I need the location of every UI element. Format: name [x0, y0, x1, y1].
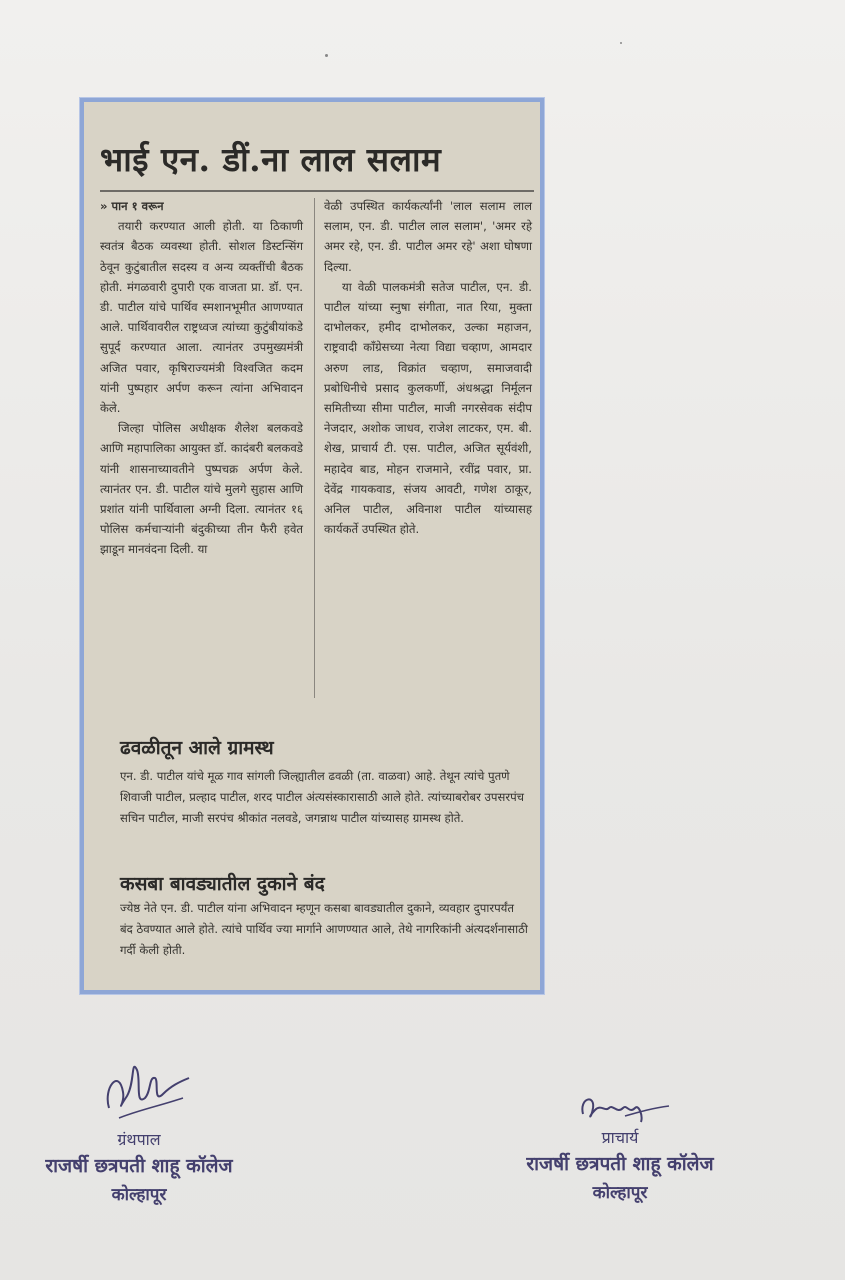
stamp-city: कोल्हापूर: [592, 1183, 648, 1203]
section-heading: ढवळीतून आले ग्रामस्थ: [120, 737, 274, 759]
article-column-2: [324, 196, 532, 539]
continued-note: » पान १ वरून: [100, 199, 164, 213]
principal-stamp: [490, 1090, 750, 1203]
stamp-city: कोल्हापूर: [111, 1185, 167, 1205]
clipping-content: [96, 110, 532, 982]
dust-speck: [620, 42, 622, 44]
stamp-college: राजर्षी छत्रपती शाहू कॉलेज: [526, 1153, 714, 1175]
stamp-role: ग्रंथपाल: [117, 1130, 161, 1149]
article-paragraph: वेळी उपस्थित कार्यकर्त्यांनी 'लाल सलाम लाल सलाम, एन. डी. पाटील लाल सलाम', 'अमर रहे अमर रहे, एन. डी. पाटील अमर रहे' अशा घोषणा दिल्या.: [324, 199, 532, 274]
article-paragraph: जिल्हा पोलिस अधीक्षक शैलेश बलकवडे आणि महापालिका आयुक्त डॉ. कादंबरी बलकवडे यांनी शासनाच्यावतीने पुष्पचक्र अर्पण केले. त्यानंतर एन. डी. पाटील यांचे मुलगे सुहास आणि प्रशांत यांनी पार्थिवाला अग्नी दिला. त्यानंतर १६ पोलिस कर्मचाऱ्यांनी बंदुकीच्या तीन फैरी हवेत झाडून मानवंदना दिली. या: [100, 421, 303, 557]
article-paragraph: तयारी करण्यात आली होती. या ठिकाणी स्वतंत्र बैठक व्यवस्था होती. सोशल डिस्टन्सिंग ठेवून कुटुंबातील सदस्य व अन्य व्यक्तींची बैठक होती. मंगळवारी दुपारी एक वाजता प्रा. डॉ. एन. डी. पाटील यांचे पार्थिव स्मशानभूमीत आणण्यात आले. पार्थिवावरील राष्ट्रध्वज त्यांच्या कुटुंबीयांकडे सुपूर्द करण्यात आला. त्यानंतर उपमुख्यमंत्री अजित पवार, कृषिराज्यमंत्री विश्वजित कदम यांनी पुष्पहार अर्पण करून त्यांना अभिवादन केले.: [100, 219, 303, 416]
newspaper-clipping: [80, 98, 544, 994]
headline-rule: [100, 190, 534, 192]
article-column-1: [100, 196, 303, 560]
column-divider: [314, 198, 315, 698]
signature-icon: [565, 1090, 675, 1126]
section-text: एन. डी. पाटील यांचे मूळ गाव सांगली जिल्ह्यातील ढवळी (ता. वाळवा) आहे. तेथून त्यांचे पुतणे शिवाजी पाटील, प्रल्हाद पाटील, शरद पाटील अंत्यसंस्कारासाठी आले होते. त्यांच्याबरोबर उपसरपंच सचिन पाटील, माजी सरपंच श्रीकांत नलवडे, जगन्नाथ पाटील यांच्यासह ग्रामस्थ होते.: [120, 769, 525, 825]
stamp-college: राजर्षी छत्रपती शाहू कॉलेज: [45, 1155, 233, 1177]
article-paragraph: [100, 196, 303, 216]
article-paragraph: या वेळी पालकमंत्री सतेज पाटील, एन. डी. पाटील यांच्या स्नुषा संगीता, नात रिया, मुक्ता दाभोलकर, हमीद दाभोलकर, उल्का महाजन, राष्ट्रवादी काँग्रेसच्या नेत्या विद्या चव्हाण, आमदार अरुण लाड, विक्रांत चव्हाण, समाजवादी प्रबोधिनीचे प्रसाद कुलकर्णी, अंधश्रद्धा निर्मूलन समितीच्या सीमा पाटील, माजी नगरसेवक संदीप नेजदार, अशोक जाधव, राजेश लाटकर, एम. बी. शेख, प्राचार्य टी. एस. पाटील, अजित सूर्यवंशी, महादेव बाड, मोहन राजमाने, रवींद्र पवार, प्रा. देवेंद्र गायकवाड, संजय आवटी, गणेश ठाकूर, अनिल पाटील, अविनाश पाटील यांच्यासह कार्यकर्ते उपस्थित होते.: [324, 279, 532, 537]
dust-speck: [325, 54, 328, 57]
signature-icon: [79, 1048, 199, 1128]
stamp-role: प्राचार्य: [601, 1128, 639, 1147]
section-heading: कसबा बावड्यातील दुकाने बंद: [120, 873, 325, 895]
section-text: ज्येष्ठ नेते एन. डी. पाटील यांना अभिवादन म्हणून कसबा बावड्यातील दुकाने, व्यवहार दुपारपर्यंत बंद ठेवण्यात आले होते. त्यांचे पार्थिव ज्या मार्गाने आणण्यात आले, तेथे नागरिकांनी अंत्यदर्शनासाठी गर्दी केली होती.: [120, 901, 528, 957]
librarian-stamp: [14, 1048, 264, 1205]
article-headline: भाई एन. डीं.ना लाल सलाम: [100, 140, 442, 179]
